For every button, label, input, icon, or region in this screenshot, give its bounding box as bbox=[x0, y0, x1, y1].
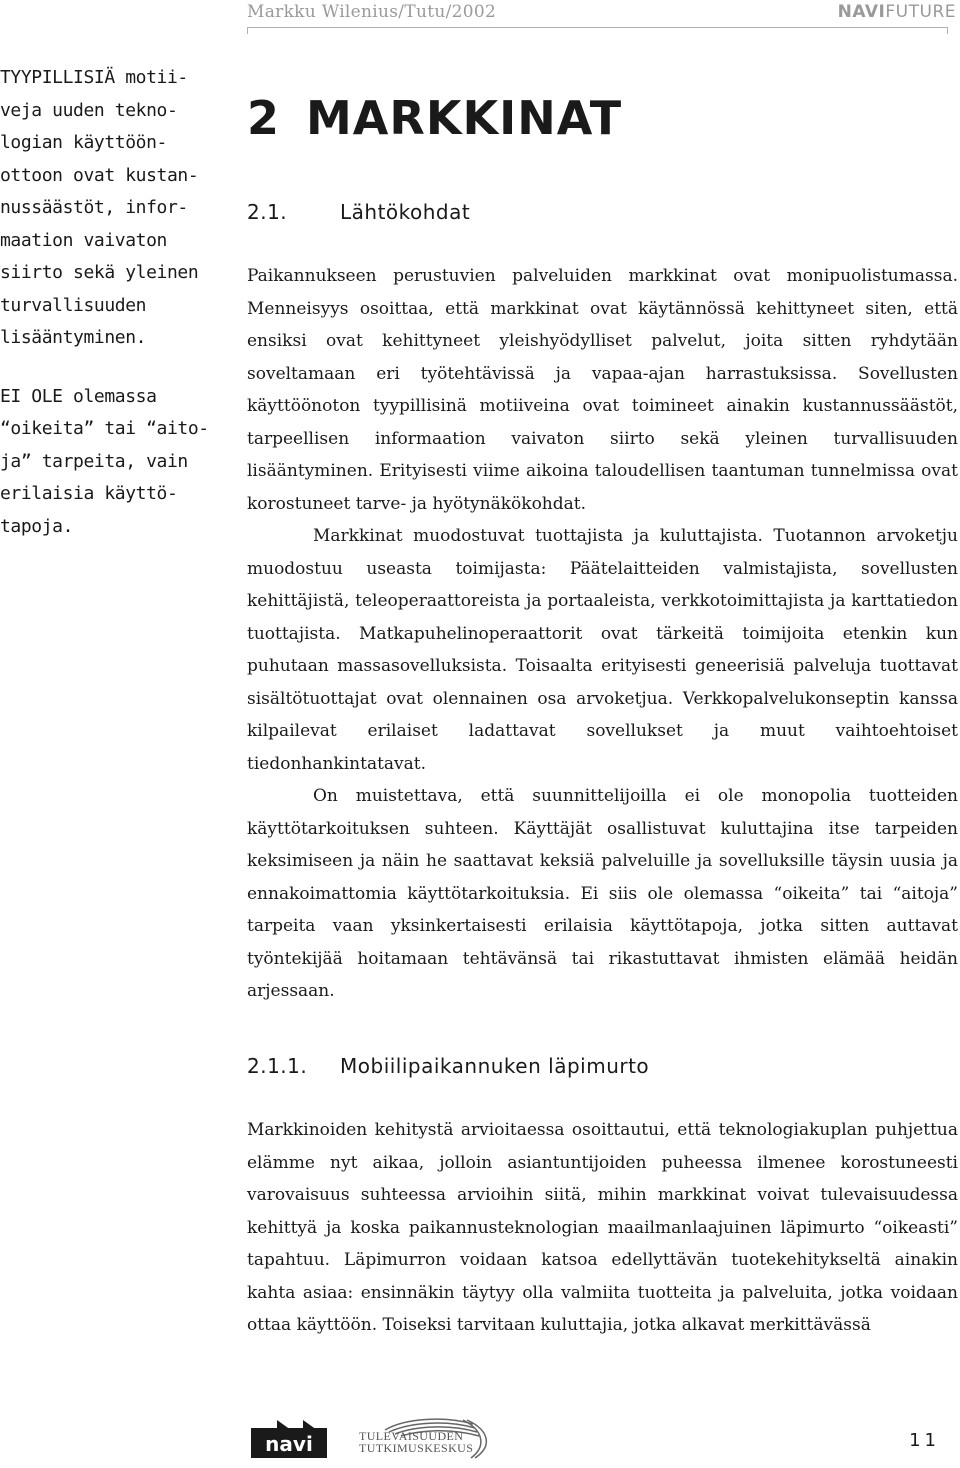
header-rule bbox=[247, 27, 948, 28]
header-rule-tick-left bbox=[247, 27, 248, 34]
page-number: 11 bbox=[909, 1430, 940, 1451]
margin-note-line: veja uuden tekno- bbox=[0, 99, 178, 121]
header-rule-tick-right bbox=[947, 27, 948, 34]
tutu-logo bbox=[355, 1416, 495, 1460]
header-author: Markku Wilenius/Tutu/2002 bbox=[247, 2, 497, 22]
subsection-number: 2.1.1. bbox=[247, 1054, 308, 1078]
margin-note-motives bbox=[0, 62, 215, 355]
section-number: 2.1. bbox=[247, 200, 288, 224]
margin-note-line: “oikeita” tai “aito- bbox=[0, 418, 209, 439]
body-paragraph: On muistettava, että suunnittelijoilla ei ole monopolia tuotteiden käyttötarkoituksen suhteen. Käyttäjät osallistuvat kuluttajina itse tarpeiden keksimiseen ja näin he saattavat keksiä palveluille ja sovelluksille täysin uusia ja ennakoimattomia käyttötarkoituksia. Ei siis ole olemassa “oikeita” tai “aitoja” tarpeita vaan yksinkertaisesti erilaisia käyttötapoja, jotka sitten auttavat työntekijää hoitamaan tehtävänsä tai rikastuttavat ihmisten elämää heidän arjessaan. bbox=[247, 786, 958, 1001]
chapter-number: 2 bbox=[247, 91, 281, 145]
margin-note-line: siirto sekä yleinen bbox=[0, 262, 199, 283]
body-paragraph: Markkinoiden kehitystä arvioitaessa osoittautui, että teknologiakuplan puhjettua elämme nyt aikaa, jolloin asiantuntijoiden puheessa ilmenee korostuneesti varovaisuus suhteessa arvioihin siitä, mihin markkinat voivat tulevaisuudessa kehittyä ja koska paikannusteknologian maailmanlaajuinen läpimurto “oikeasti” tapahtuu. Läpimurron voidaan katsoa edellyttävän tuotekehitykseltä ainakin kahta asiaa: ensinnäkin täytyy olla valmiita tuotteita ja palveluita, jotka voidaan ottaa käyttöön. Toiseksi tarvitaan kuluttajia, jotka alkavat merkittävässä bbox=[247, 1120, 958, 1335]
tutu-logo-line2: TUTKIMUSKESKUS bbox=[359, 1441, 474, 1455]
margin-note-line: lisääntyminen. bbox=[0, 327, 147, 348]
header-brand-bold: NAVI bbox=[837, 2, 886, 22]
section-body bbox=[247, 260, 958, 1008]
margin-note-line: TYYPILLISIÄ motii- bbox=[0, 67, 188, 88]
tutu-logo-line1: TULEVAISUUDEN bbox=[359, 1429, 464, 1443]
margin-note-line: ottoon ovat kustan- bbox=[0, 164, 199, 186]
navi-logo-text: navi bbox=[265, 1432, 313, 1456]
body-paragraph: Markkinat muodostuvat tuottajista ja kuluttajista. Tuotannon arvoketju muodostuu useasta toimijasta: Päätelaitteiden valmistajista, sovellusten kehittäjistä, teleoperaattoreista ja portaaleista, verkkotoimittajista ja karttatiedon tuottajista. Matkapuhelinoperaattorit ovat tärkeitä toimijoita etenkin kun puhutaan massasovelluksista. Toisaalta erityisesti geneerisiä palveluja tuottavat sisältötuottajat ovat olennainen osa arvoketjua. Verkkopalvelukonseptin kanssa kilpailevat erilaiset ladattavat sovellukset ja muut vaihtoehtoiset tiedonhankintatavat. bbox=[247, 526, 958, 774]
margin-notes bbox=[0, 62, 215, 569]
margin-note-line: turvallisuuden bbox=[0, 294, 147, 316]
subsection-heading bbox=[247, 1052, 649, 1080]
section-title: Lähtökohdat bbox=[340, 200, 471, 224]
margin-note-needs bbox=[0, 381, 215, 544]
body-paragraph: Paikannukseen perustuvien palveluiden markkinat ovat monipuolistumassa. Menneisyys osoittaa, että markkinat ovat käytännössä kehittyneet siten, että ensiksi ovat kehittyneet yleishyödylliset palvelut, joita sitten ryhdytään soveltamaan eri työtehtävissä ja vapaa-ajan harrastuksissa. Sovellusten käyttöönoton tyypillisinä motiiveina ovat toimineet ainakin kustannussäästöt, tarpeellisen informaation vaivaton siirto sekä yleinen turvallisuuden lisääntyminen. Erityisesti viime aikoina taloudellisen taantuman tunnelmissa ovat korostuneet tarve- ja hyötynäkökohdat. bbox=[247, 266, 958, 514]
chapter-heading bbox=[247, 92, 622, 144]
margin-note-line: EI OLE olemassa bbox=[0, 385, 157, 407]
margin-note-line: nussäästöt, infor- bbox=[0, 197, 188, 218]
margin-note-line: ja” tarpeita, vain bbox=[0, 450, 188, 472]
header-brand bbox=[838, 2, 956, 22]
margin-note-line: maation vaivaton bbox=[0, 229, 167, 251]
navi-logo-icon bbox=[247, 1418, 331, 1466]
page-footer bbox=[247, 1410, 960, 1468]
margin-note-line: logian käyttöön- bbox=[0, 132, 167, 153]
header-brand-light: FUTURE bbox=[885, 2, 956, 22]
subsection-title: Mobiilipaikannuken läpimurto bbox=[340, 1054, 650, 1078]
section-heading bbox=[247, 198, 470, 226]
subsection-body bbox=[247, 1114, 958, 1342]
chapter-title: MARKKINAT bbox=[306, 91, 623, 145]
margin-note-line: tapoja. bbox=[0, 515, 74, 537]
margin-note-line: erilaisia käyttö- bbox=[0, 483, 178, 504]
